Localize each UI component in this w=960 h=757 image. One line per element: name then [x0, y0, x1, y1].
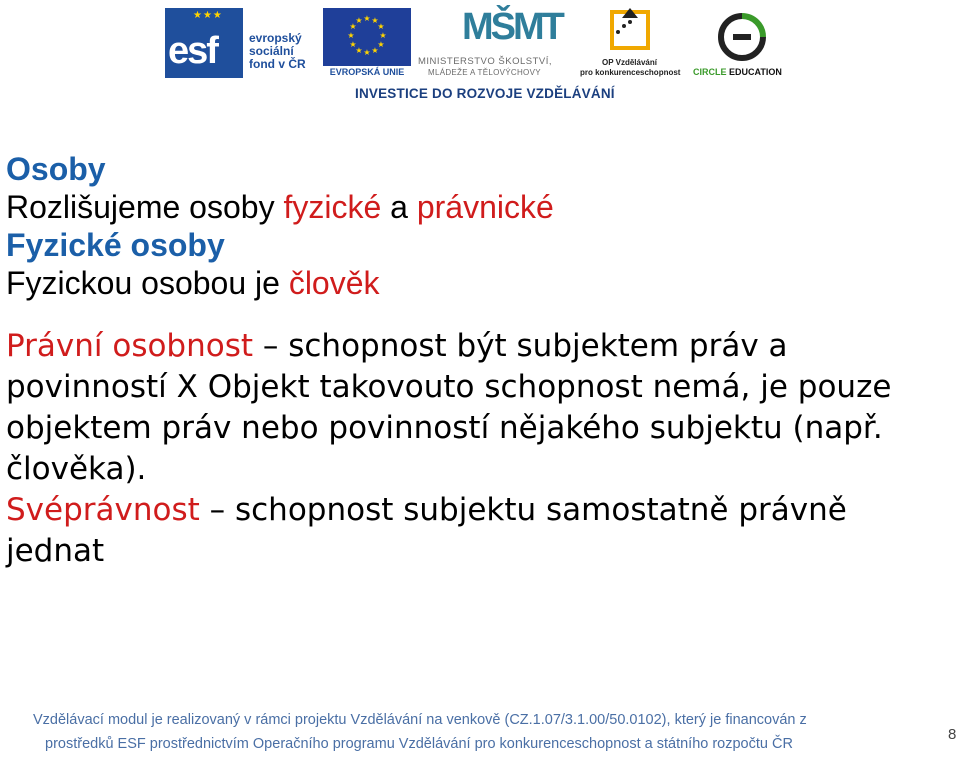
svg-text:★: ★ — [347, 31, 355, 40]
intro-mid: a — [381, 189, 417, 225]
esf-line1: evropský — [249, 31, 302, 45]
p2-text1: – schopnost subjektu samostatně právně — [199, 492, 847, 528]
esf-logo-box — [165, 8, 243, 78]
footer-line2: prostředků ESF prostřednictvím Operačního programu Vzdělávání pro konkurenceschopnost a státního rozpočtu ČR — [45, 736, 793, 752]
definition-line — [6, 264, 956, 302]
op-emblem-icon — [604, 8, 656, 56]
circle-education-logo — [693, 8, 791, 78]
p2-term: Svéprávnost — [6, 492, 200, 528]
definition-clovek: člověk — [288, 265, 380, 301]
op-title: OP Vzdělávání — [602, 58, 657, 67]
msmt-line1: MINISTERSTVO ŠKOLSTVÍ, — [418, 56, 552, 67]
msmt-line2: MLÁDEŽE A TĚLOVÝCHOVY — [428, 68, 541, 77]
p2-text2: jednat — [6, 533, 105, 569]
esf-logo — [165, 8, 313, 78]
op-subtitle: pro konkurenceschopnost — [580, 68, 681, 77]
esf-stars-icon: ★★★ — [193, 10, 223, 21]
op-logo — [580, 8, 680, 78]
msmt-logo — [418, 6, 578, 78]
svg-text:★: ★ — [379, 31, 387, 40]
paragraph-legal-personality — [6, 326, 956, 490]
eu-label: EVROPSKÁ UNIE — [329, 67, 405, 77]
svg-text:★: ★ — [363, 48, 371, 57]
intro-prefix: Rozlišujeme osoby — [6, 189, 284, 225]
svg-text:★: ★ — [371, 16, 379, 25]
p1-text3: objektem práv nebo povinností nějakého subjektu (např. — [6, 410, 883, 446]
svg-text:★: ★ — [355, 46, 363, 55]
p1-text2: povinností X Objekt takovouto schopnost nemá, je pouze — [6, 369, 892, 405]
svg-text:★: ★ — [377, 40, 385, 49]
circle-label-part1: CIRCLE — [693, 67, 727, 77]
svg-text:★: ★ — [371, 46, 379, 55]
p1-term: Právní osobnost — [6, 328, 254, 364]
intro-fyzicke: fyzické — [283, 189, 382, 225]
paragraph-legal-capacity — [6, 490, 956, 572]
eu-logo — [323, 8, 411, 78]
svg-text:★: ★ — [349, 40, 357, 49]
esf-text — [249, 32, 306, 71]
intro-line — [6, 188, 956, 226]
msmt-mark: MŠMT — [462, 6, 562, 48]
svg-text:★: ★ — [349, 22, 357, 31]
subheading: Fyzické osoby — [6, 227, 225, 263]
esf-line2: sociální — [249, 44, 294, 58]
p1-text1: – schopnost být subjektem práv a — [253, 328, 788, 364]
esf-letters: esf — [168, 30, 217, 72]
svg-text:★: ★ — [363, 14, 371, 23]
intro-pravnicke: právnické — [416, 189, 554, 225]
logo-bar — [0, 0, 960, 110]
circle-label — [693, 67, 782, 77]
esf-line3: fond v ČR — [249, 57, 306, 71]
page-number: 8 — [948, 726, 957, 743]
eu-flag-icon — [323, 8, 411, 66]
slide-title: Osoby — [6, 151, 106, 187]
circle-emblem-icon — [715, 10, 769, 64]
investice-tagline: INVESTICE DO ROZVOJE VZDĚLÁVÁNÍ — [355, 86, 615, 101]
svg-text:★: ★ — [377, 22, 385, 31]
definition-prefix: Fyzickou osobou je — [6, 265, 289, 301]
p1-text4: člověka). — [6, 451, 147, 487]
slide-content — [6, 150, 956, 572]
spacer — [6, 302, 956, 326]
footer-line1: Vzdělávací modul je realizovaný v rámci projektu Vzdělávání na venkově (CZ.1.07/3.1.00/50.0102), který je financován z — [33, 712, 807, 728]
circle-label-part2: EDUCATION — [726, 67, 782, 77]
svg-text:★: ★ — [355, 16, 363, 25]
